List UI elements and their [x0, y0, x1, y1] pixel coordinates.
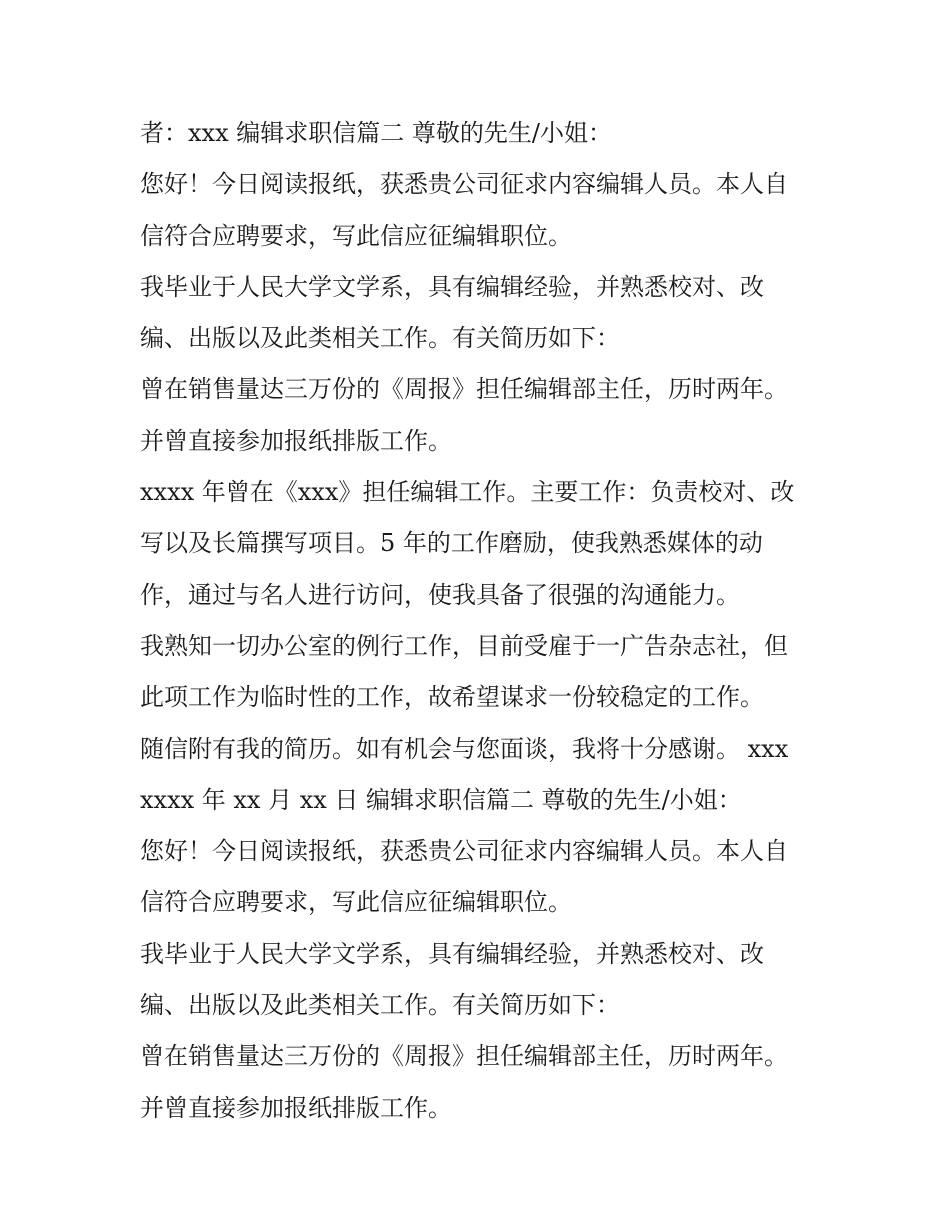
text-line: 信符合应聘要求，写此信应征编辑职位。 [140, 221, 572, 250]
text-line: 并曾直接参加报纸排版工作。 [140, 1093, 452, 1122]
text-line: 写以及长篇撰写项目。5 年的工作磨励，使我熟悉媒体的动 [140, 529, 763, 558]
text-line: 者：xxx 编辑求职信篇二 尊敬的先生/小姐： [140, 119, 612, 147]
text-line: 作，通过与名人进行访问，使我具备了很强的沟通能力。 [140, 580, 740, 609]
text-line: 您好！今日阅读报纸，获悉贵公司征求内容编辑人员。本人自 [140, 170, 788, 199]
text-line: 曾在销售量达三万份的《周报》担任编辑部主任，历时两年。 [140, 1042, 788, 1071]
text-line: xxxx 年曾在《xxx》担任编辑工作。主要工作：负责校对、改 [140, 478, 795, 507]
document-body [140, 108, 820, 1134]
text-line: 此项工作为临时性的工作，故希望谋求一份较稳定的工作。 [140, 683, 764, 712]
text-line: 曾在销售量达三万份的《周报》担任编辑部主任，历时两年。 [140, 375, 788, 404]
text-line: 信符合应聘要求，写此信应征编辑职位。 [140, 888, 572, 917]
text-line: xxxx 年 xx 月 xx 日 编辑求职信篇二 尊敬的先生/小姐： [140, 785, 742, 814]
text-line: 编、出版以及此类相关工作。有关简历如下： [140, 991, 620, 1020]
text-line: 我毕业于人民大学文学系，具有编辑经验，并熟悉校对、改 [140, 939, 764, 968]
text-line: 我熟知一切办公室的例行工作，目前受雇于一广告杂志社，但 [140, 631, 788, 660]
text-line: 编、出版以及此类相关工作。有关简历如下： [140, 324, 620, 353]
text-line: 您好！今日阅读报纸，获悉贵公司征求内容编辑人员。本人自 [140, 837, 788, 866]
text-line: 并曾直接参加报纸排版工作。 [140, 426, 452, 455]
text-line: 我毕业于人民大学文学系，具有编辑经验，并熟悉校对、改 [140, 272, 764, 301]
text-line: 随信附有我的简历。如有机会与您面谈，我将十分感谢。 xxx [140, 734, 789, 763]
